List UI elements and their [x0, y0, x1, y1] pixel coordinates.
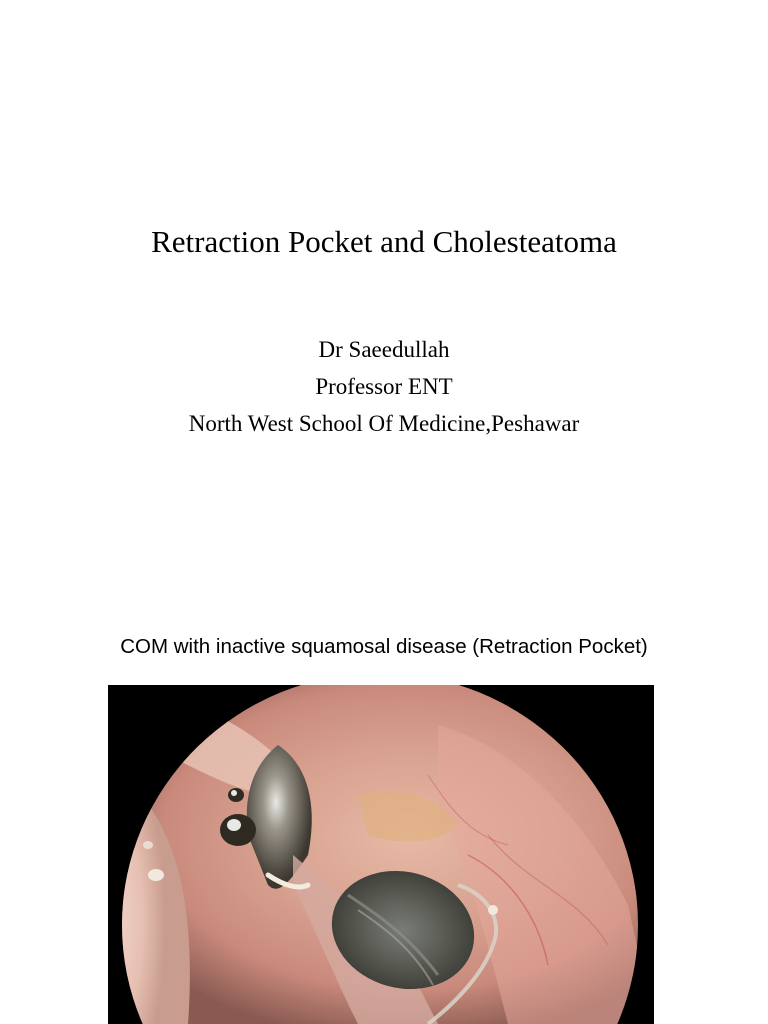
- author-name: Dr Saeedullah: [318, 337, 450, 362]
- author-position: Professor ENT: [315, 374, 453, 399]
- otoscopy-image: [108, 685, 654, 1024]
- author-institution: North West School Of Medicine,Peshawar: [188, 411, 580, 436]
- slide2-heading: COM with inactive squamosal disease (Retraction Pocket): [120, 635, 648, 658]
- author-block: [0, 331, 768, 442]
- slide-title: Retraction Pocket and Cholesteatoma: [151, 224, 617, 259]
- otoscopic-view-illustration: [108, 685, 654, 1024]
